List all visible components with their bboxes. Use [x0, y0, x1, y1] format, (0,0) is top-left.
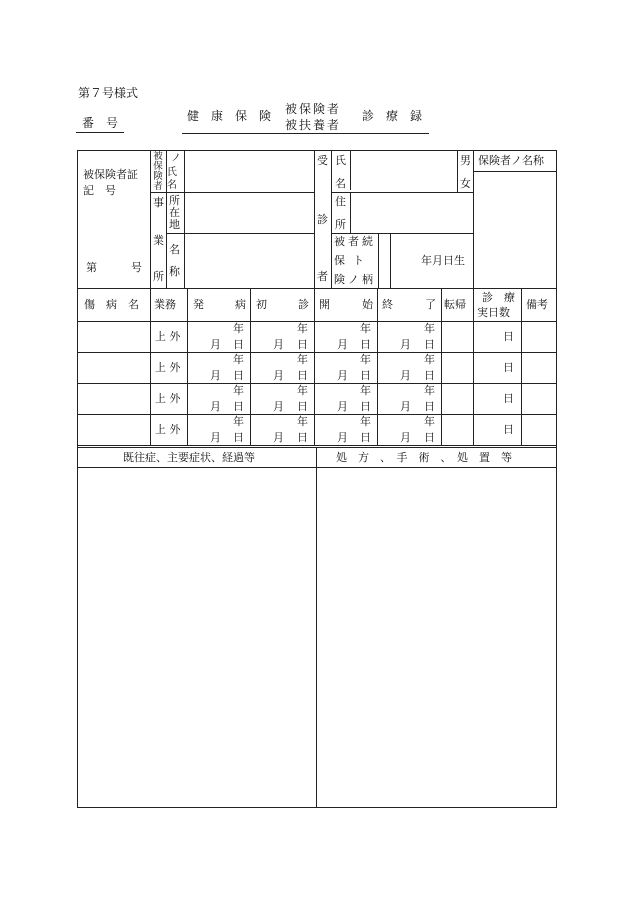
insurer-name-label: 保険者ノ名称	[478, 154, 544, 167]
header-days-1: 診 療	[482, 291, 515, 304]
number-underline	[76, 132, 124, 133]
divider	[314, 288, 315, 446]
row-2-start-day: 日	[360, 369, 371, 382]
mei-label: 名	[167, 180, 177, 191]
no-label: ノ	[171, 153, 181, 164]
divider	[77, 445, 557, 446]
row-4-end-day: 日	[424, 431, 435, 444]
divider	[77, 414, 557, 415]
row-2-onset-year: 年	[233, 353, 244, 366]
row-2-onset-day: 日	[233, 369, 244, 382]
divider	[390, 233, 391, 288]
row-2-first-year: 年	[297, 353, 308, 366]
row-4-first-month: 月	[273, 431, 284, 444]
divider	[314, 150, 315, 288]
row-2-start-year: 年	[360, 353, 371, 366]
row-3-onset-month: 月	[210, 400, 221, 413]
row-2-end-year: 年	[424, 353, 435, 366]
row-4-end-month: 月	[400, 431, 411, 444]
relation-row-3: 険ノ柄	[334, 273, 376, 286]
meishou-1: 名	[169, 243, 180, 256]
row-3-first-month: 月	[273, 400, 284, 413]
jigyousho-3: 所	[153, 270, 164, 283]
divider	[441, 288, 442, 446]
divider	[457, 150, 458, 192]
divider	[77, 447, 557, 448]
gou-label: 号	[131, 261, 142, 274]
header-onset-2: 病	[235, 298, 246, 311]
jigyousho-2: 業	[153, 234, 164, 247]
title-insured: 被保険者	[285, 102, 342, 116]
form-number: 第７号様式	[78, 86, 139, 100]
row-3-days: 日	[503, 392, 514, 405]
divider	[166, 233, 314, 234]
insured-vertical-label: 被 保 険 者	[153, 151, 163, 192]
row-1-end-day: 日	[424, 338, 435, 351]
row-4-onset-month: 月	[210, 431, 221, 444]
row-4-onset-day: 日	[233, 431, 244, 444]
sex-female: 女	[460, 177, 471, 190]
shi-label: 氏	[167, 167, 177, 178]
treatment-label: 処 方 、 手 術 、 処 置 等	[336, 451, 512, 464]
header-outcome: 転帰	[444, 298, 466, 311]
header-work: 業務	[154, 298, 176, 311]
row-4-first-year: 年	[297, 415, 308, 428]
row-3-work: 上 外	[155, 392, 181, 405]
row-2-end-day: 日	[424, 369, 435, 382]
shimei-2: 名	[335, 177, 346, 190]
header-end-2: 了	[425, 298, 436, 311]
row-4-first-day: 日	[297, 431, 308, 444]
header-days-2: 実日数	[477, 306, 510, 319]
shozaichi-2: 在	[169, 206, 180, 219]
row-3-start-month: 月	[337, 400, 348, 413]
row-4-start-month: 月	[337, 431, 348, 444]
row-3-start-year: 年	[360, 384, 371, 397]
divider	[77, 383, 557, 384]
row-3-first-day: 日	[297, 400, 308, 413]
divider	[77, 352, 557, 353]
row-3-onset-year: 年	[233, 384, 244, 397]
row-3-first-year: 年	[297, 384, 308, 397]
row-2-days: 日	[503, 361, 514, 374]
divider	[150, 288, 151, 446]
row-2-end-month: 月	[400, 369, 411, 382]
history-writing-area[interactable]	[78, 468, 315, 807]
jushinsha-3: 者	[317, 270, 328, 283]
divider	[77, 288, 557, 289]
row-3-end-day: 日	[424, 400, 435, 413]
divider	[250, 288, 251, 446]
shozaichi-1: 所	[169, 194, 180, 207]
row-2-work: 上 外	[155, 361, 181, 374]
row-1-work: 上 外	[155, 330, 181, 343]
divider	[184, 150, 185, 288]
relation-row-1: 被者続	[334, 235, 376, 248]
meishou-2: 称	[169, 265, 180, 278]
row-1-first-year: 年	[297, 322, 308, 335]
history-label: 既往症、主要症状、経過等	[123, 451, 255, 464]
row-3-onset-day: 日	[233, 400, 244, 413]
row-4-work: 上 外	[155, 423, 181, 436]
header-first-1: 初	[256, 298, 267, 311]
relation-row-2: 保ト	[334, 254, 372, 267]
cert-symbol-label: 記 号	[83, 184, 116, 197]
divider	[473, 171, 557, 172]
row-4-start-day: 日	[360, 431, 371, 444]
row-2-onset-month: 月	[210, 369, 221, 382]
divider	[350, 150, 351, 190]
row-1-start-day: 日	[360, 338, 371, 351]
divider	[521, 288, 522, 446]
header-start-2: 始	[362, 298, 373, 311]
header-remarks: 備考	[526, 298, 548, 311]
row-1-end-year: 年	[424, 322, 435, 335]
row-3-start-day: 日	[360, 400, 371, 413]
row-1-start-year: 年	[360, 322, 371, 335]
divider	[331, 233, 473, 234]
row-1-first-day: 日	[297, 338, 308, 351]
jusho-1: 住	[335, 195, 346, 208]
row-2-first-day: 日	[297, 369, 308, 382]
shimei-1: 氏	[335, 154, 346, 167]
header-first-2: 診	[298, 298, 309, 311]
jushinsha-2: 診	[317, 213, 328, 226]
row-4-days: 日	[503, 423, 514, 436]
divider	[377, 288, 378, 446]
birth-date-label: 年月日生	[421, 254, 465, 267]
title-underline	[182, 133, 429, 134]
divider	[331, 150, 332, 288]
row-1-days: 日	[503, 330, 514, 343]
divider	[150, 192, 314, 193]
header-end-1: 終	[382, 298, 393, 311]
title-dependent: 被扶養者	[285, 118, 342, 132]
divider	[331, 192, 473, 193]
row-4-start-year: 年	[360, 415, 371, 428]
jigyousho-1: 事	[153, 196, 164, 209]
header-start-1: 開	[319, 298, 330, 311]
number-label: 番 号	[82, 116, 119, 130]
row-2-start-month: 月	[337, 369, 348, 382]
divider	[350, 192, 351, 233]
divider	[473, 288, 474, 446]
divider	[187, 288, 188, 446]
treatment-writing-area[interactable]	[317, 468, 556, 807]
row-1-onset-year: 年	[233, 322, 244, 335]
divider	[77, 321, 557, 322]
jusho-2: 所	[335, 218, 346, 231]
row-2-first-month: 月	[273, 369, 284, 382]
shozaichi-3: 地	[169, 218, 180, 231]
header-disease: 傷 病 名	[84, 298, 139, 311]
divider	[378, 233, 379, 288]
row-1-onset-day: 日	[233, 338, 244, 351]
sex-male: 男	[460, 154, 471, 167]
dai-label: 第	[86, 261, 97, 274]
row-1-end-month: 月	[400, 338, 411, 351]
row-3-end-year: 年	[424, 384, 435, 397]
title-record: 診 療 録	[362, 109, 423, 123]
row-1-onset-month: 月	[210, 338, 221, 351]
row-4-onset-year: 年	[233, 415, 244, 428]
header-onset-1: 発	[193, 298, 204, 311]
title-main: 健 康 保 険	[187, 109, 272, 123]
row-4-end-year: 年	[424, 415, 435, 428]
row-3-end-month: 月	[400, 400, 411, 413]
row-1-first-month: 月	[273, 338, 284, 351]
row-1-start-month: 月	[337, 338, 348, 351]
cert-label: 被保険者証	[83, 168, 138, 181]
jushinsha-1: 受	[317, 154, 328, 167]
